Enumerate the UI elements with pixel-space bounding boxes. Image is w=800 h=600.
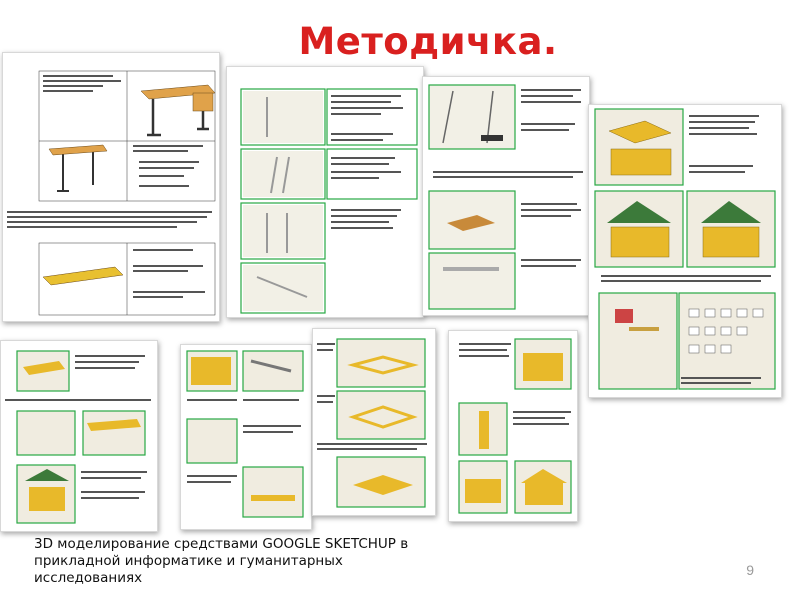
- document-page-1: [2, 52, 220, 322]
- page-2-content: [227, 67, 423, 317]
- page-4-content: [589, 105, 781, 397]
- caption-line-1: 3D моделирование средствами GOOGLE SKETCHUP в: [34, 536, 409, 552]
- slide-caption: [34, 536, 454, 587]
- document-page-5: [0, 340, 158, 532]
- document-page-3: [422, 76, 590, 316]
- page-1-content: [3, 53, 219, 321]
- document-page-8: [448, 330, 578, 522]
- document-page-2: [226, 66, 424, 318]
- page-number: 9: [746, 562, 754, 578]
- document-page-4: [588, 104, 782, 398]
- page-8-content: [449, 331, 577, 521]
- page-3-content: [423, 77, 589, 315]
- document-page-6: [180, 344, 312, 530]
- page-6-content: [181, 345, 311, 529]
- slide-title: Методичка.: [298, 20, 558, 63]
- page-5-content: [1, 341, 157, 531]
- document-page-7: [312, 328, 436, 516]
- page-7-content: [313, 329, 435, 515]
- caption-line-2: прикладной информатике и гуманитарных исследованиях: [34, 553, 343, 586]
